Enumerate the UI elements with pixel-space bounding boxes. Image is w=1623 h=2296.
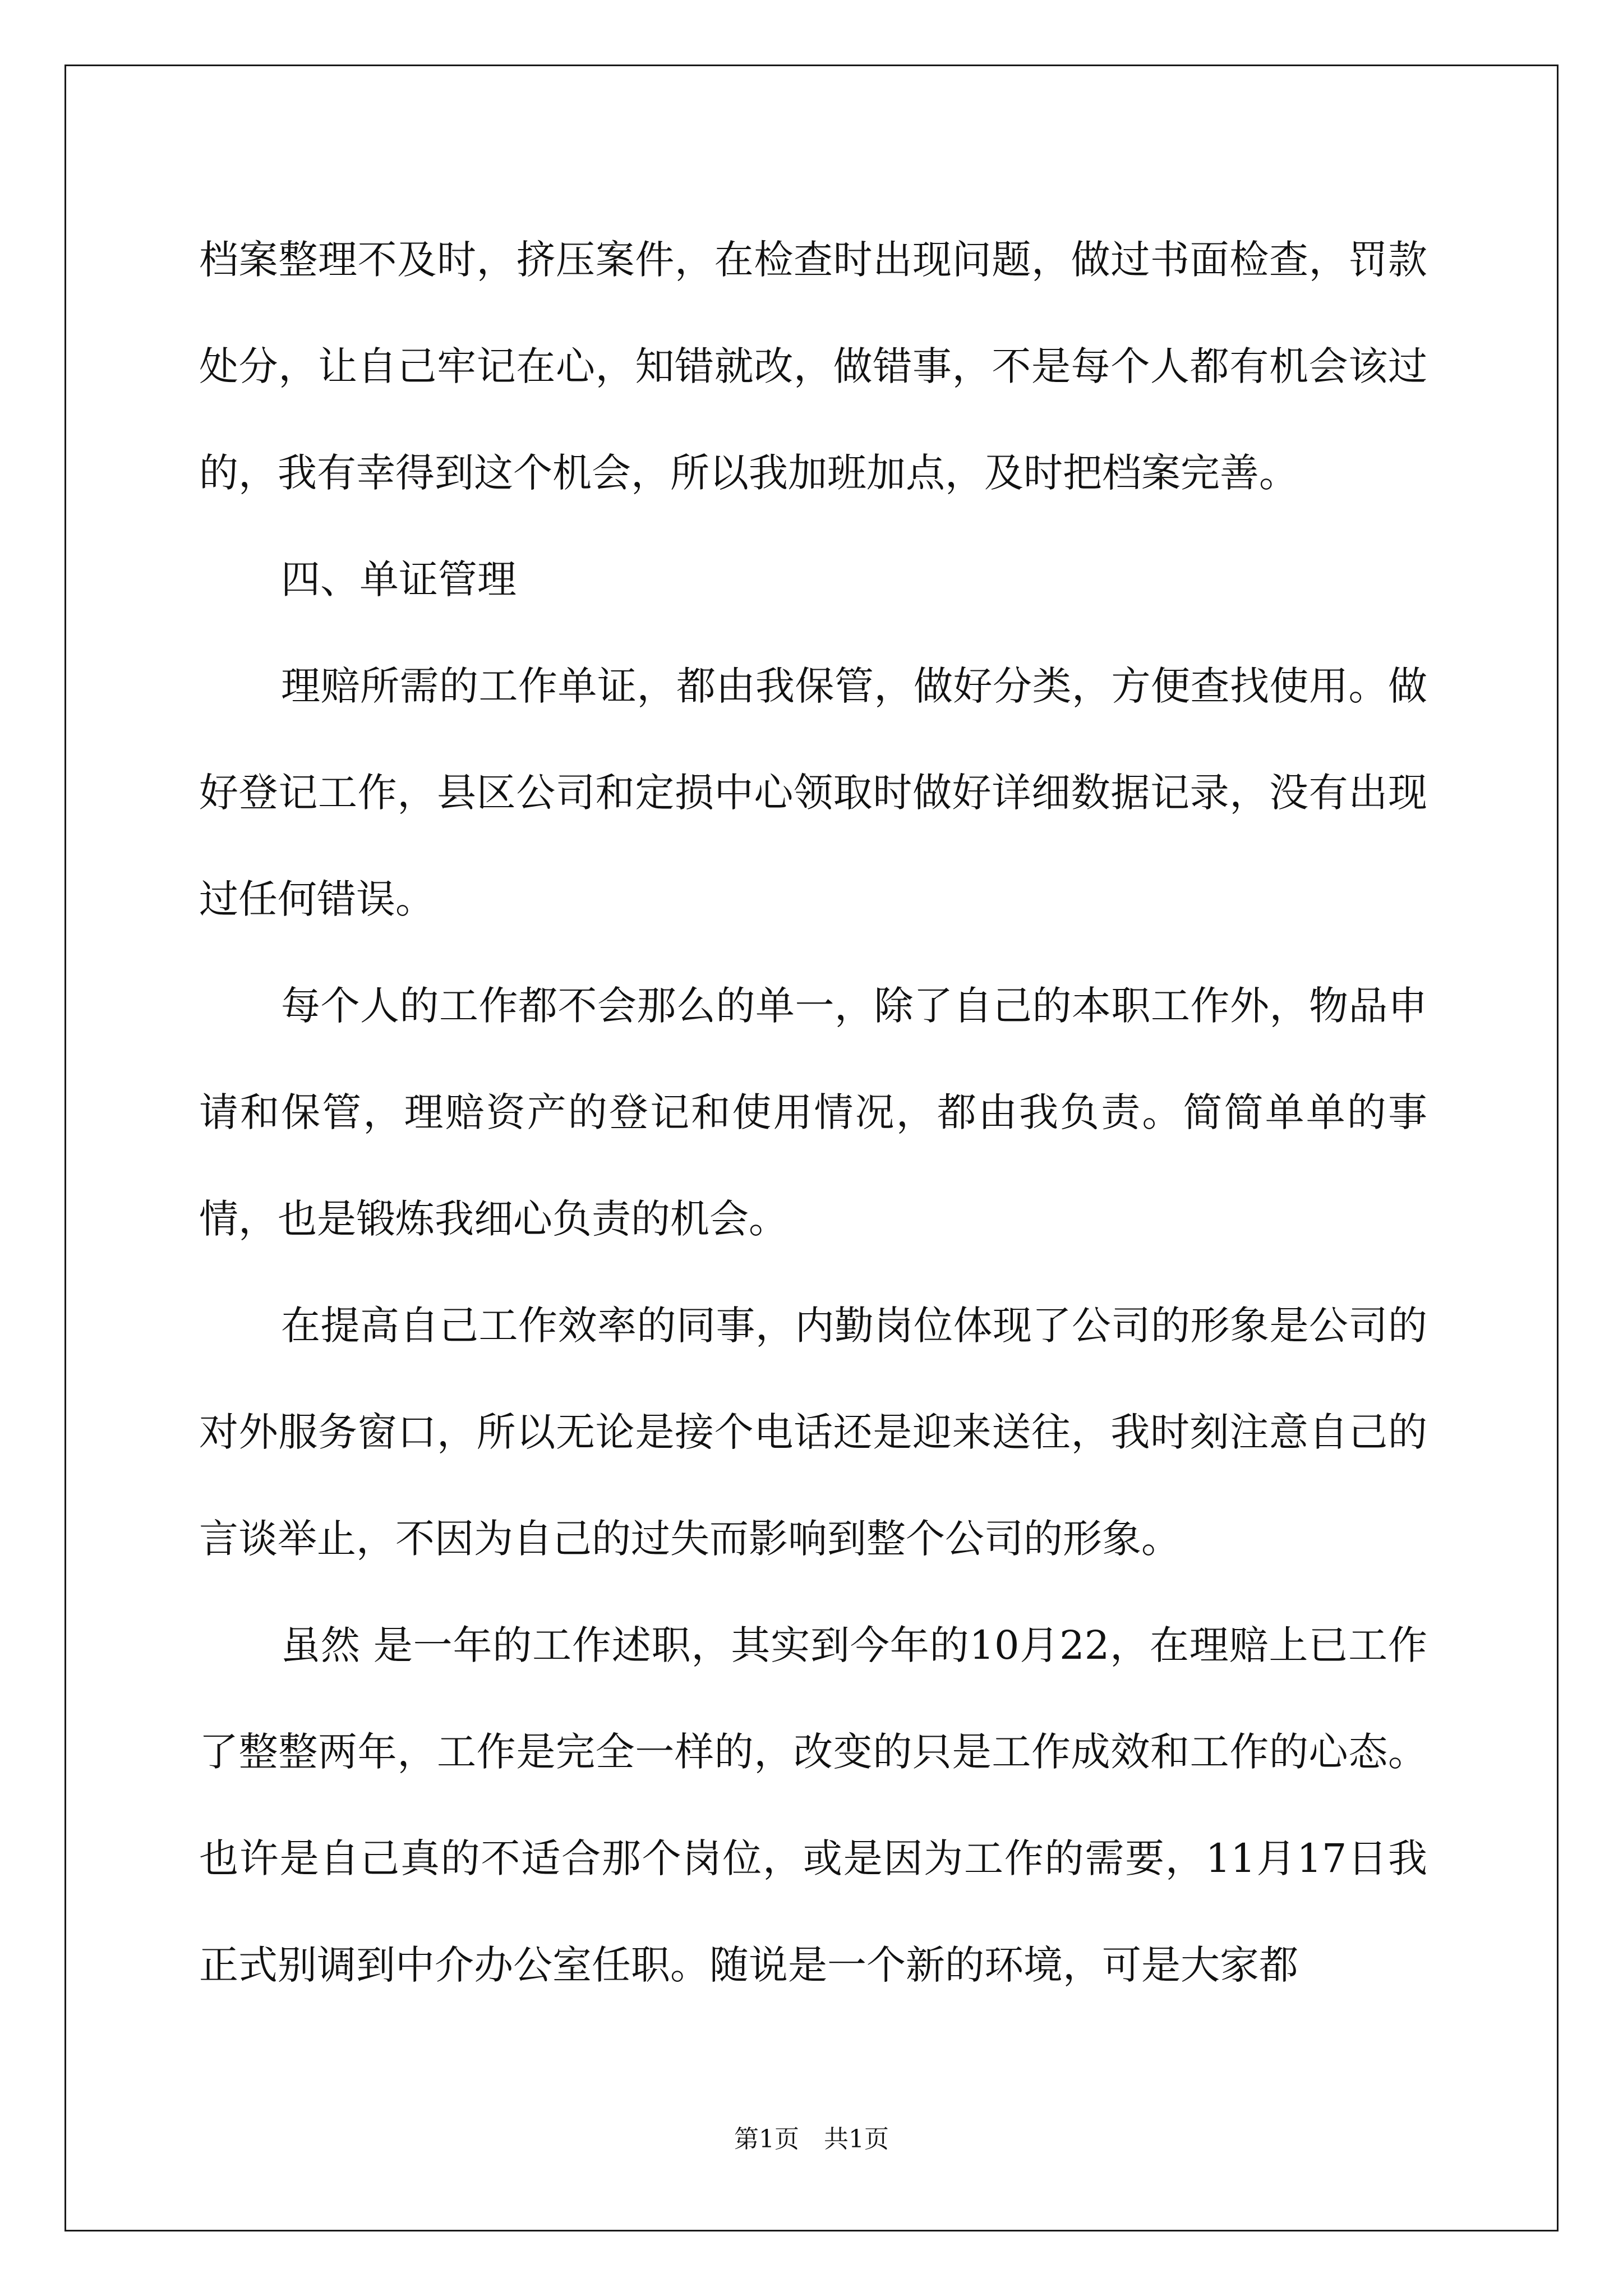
page-number: 第1页 (734, 2125, 799, 2154)
paragraph-vouchers: 理赔所需的工作单证，都由我保管，做好分类，方便查找使用。做好登记工作，县区公司和定损中心领取时做好详细数据记录，没有出现过任何错误。 (199, 663, 1427, 922)
paragraph-duties: 每个人的工作都不会那么的单一，除了自己的本职工作外，物品申请和保管，理赔资产的登记和使用情况，都由我负责。简简单单的事情，也是锻炼我细心负责的机会。 (199, 983, 1427, 1242)
paragraph-transfer: 虽然 是一年的工作述职，其实到今年的10月22，在理赔上已工作了整整两年，工作是完全一样的，改变的只是工作成效和工作的心态。也许是自己真的不适合那个岗位，或是因为工作的需要，11月17日我正式别调到中介办公室任职。随说是一个新的环境，可是大家都 (199, 1622, 1427, 1988)
page-footer (0, 2123, 1623, 2156)
page-total: 共1页 (824, 2125, 889, 2154)
document-body (199, 206, 1427, 2018)
paragraph-company-image: 在提高自己工作效率的同事，内勤岗位体现了公司的形象是公司的对外服务窗口，所以无论是接个电话还是迎来送往，我时刻注意自己的言谈举止，不因为自己的过失而影响到整个公司的形象。 (199, 1303, 1427, 1562)
section-heading-voucher-management: 四、单证管理 (281, 556, 517, 602)
paragraph-archive: 档案整理不及时，挤压案件，在检查时出现问题，做过书面检查，罚款处分，让自己牢记在心，知错就改，做错事，不是每个人都有机会该过的，我有幸得到这个机会，所以我加班加点，及时把档案完善。 (199, 237, 1427, 496)
